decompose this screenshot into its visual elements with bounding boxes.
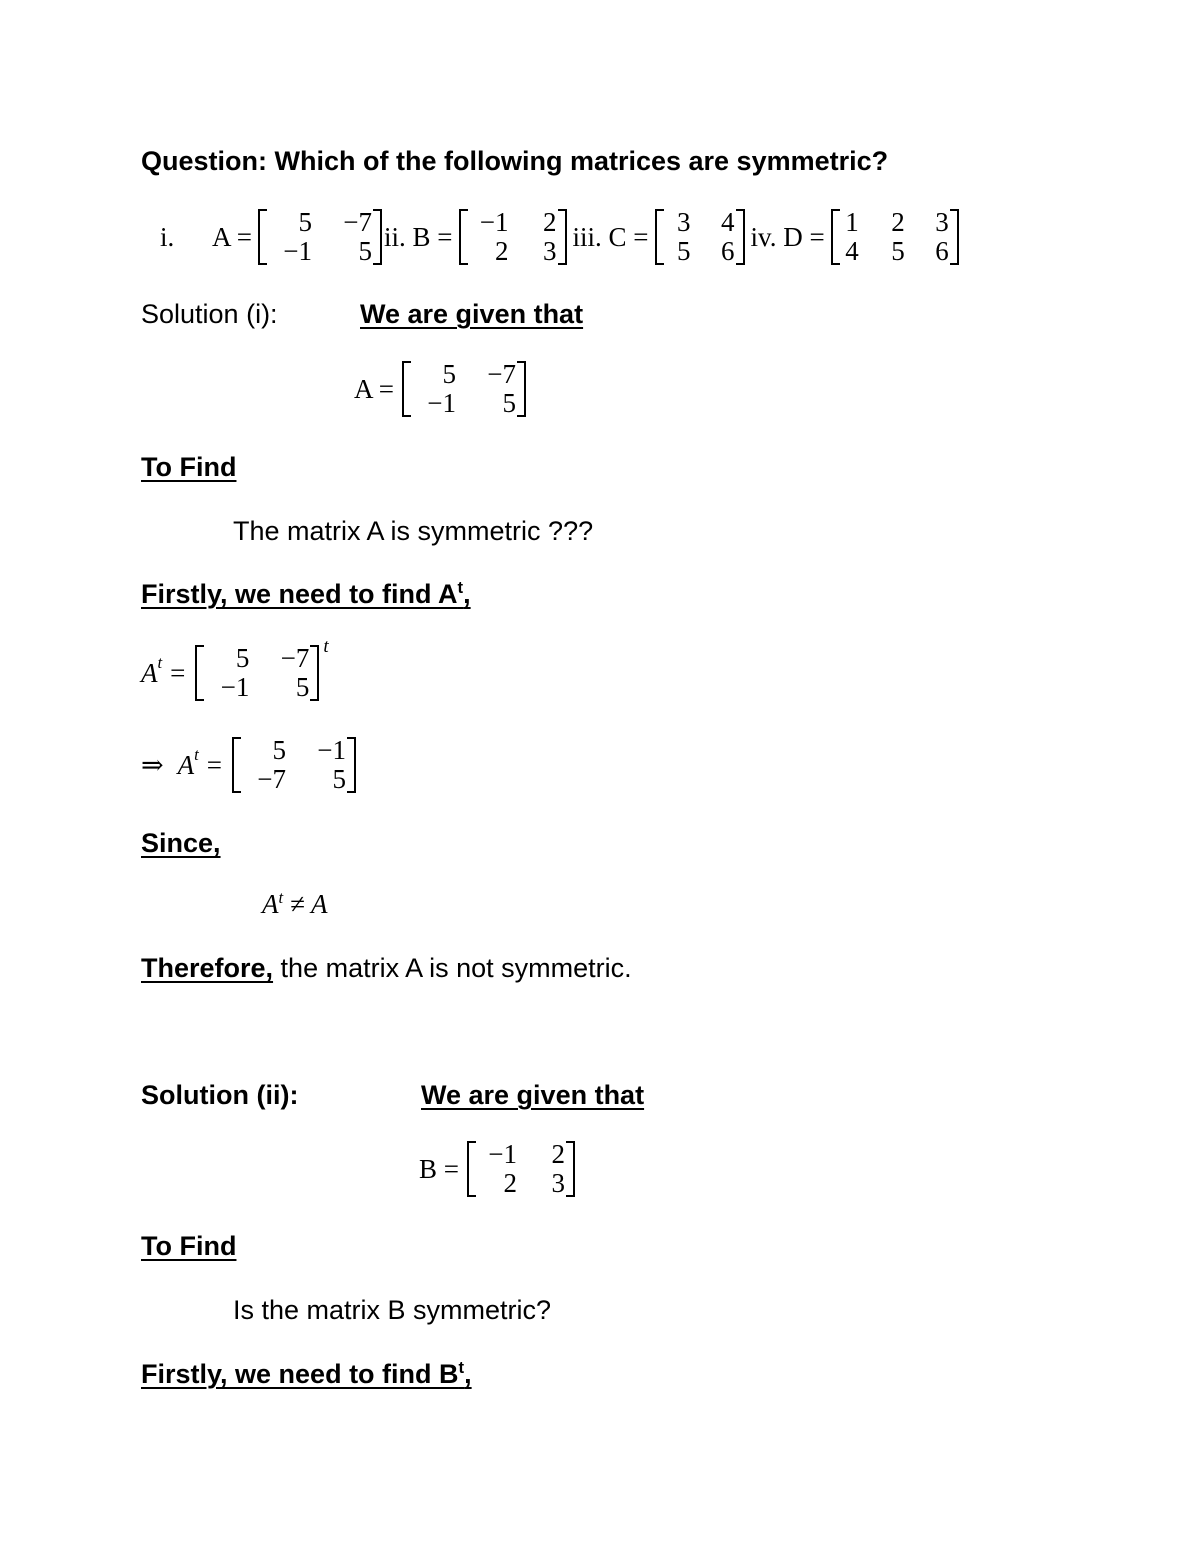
matrix-cell: 2 bbox=[891, 207, 905, 237]
matrix-d bbox=[831, 208, 959, 266]
solution-ii-label: Solution (ii): bbox=[141, 1080, 299, 1110]
matrix-cell: 2 bbox=[543, 207, 557, 237]
firstly-comma: , bbox=[463, 579, 471, 609]
firstly-heading bbox=[141, 578, 471, 610]
transpose-sup: t bbox=[157, 653, 163, 672]
matrix-cell: 5 bbox=[358, 236, 372, 266]
matrix-a bbox=[402, 360, 526, 418]
matrix-cell: 5 bbox=[332, 764, 347, 794]
firstly-comma: , bbox=[464, 1359, 472, 1389]
firstly-text: Firstly, we need to find A bbox=[141, 579, 458, 609]
matrix-cell: 6 bbox=[935, 236, 949, 266]
option-i-label: i. bbox=[160, 221, 175, 252]
matrix-cell: 3 bbox=[543, 236, 557, 266]
equals-sign: = bbox=[206, 749, 223, 780]
equals-sign: = bbox=[170, 657, 186, 688]
matrix-cell: −1 bbox=[220, 672, 250, 702]
matrix-a-transpose bbox=[232, 736, 356, 794]
not-equal-rhs: ≠ A bbox=[289, 889, 328, 919]
transpose-result bbox=[141, 736, 358, 794]
transpose-lhs: A bbox=[262, 889, 279, 919]
not-equal-statement bbox=[262, 888, 327, 920]
matrix-cell: 2 bbox=[495, 236, 509, 266]
solution-i-given-matrix bbox=[354, 360, 528, 418]
solution-i-given-heading: We are given that bbox=[360, 299, 584, 329]
solution-i-label: Solution (i): bbox=[141, 299, 278, 329]
conclusion-line bbox=[141, 953, 632, 984]
matrix-cell: 4 bbox=[845, 236, 859, 266]
matrix-cell: −1 bbox=[488, 1139, 517, 1169]
options-row bbox=[160, 208, 961, 266]
matrix-cell: −7 bbox=[280, 643, 310, 673]
matrix-b-lhs: ii. B = bbox=[384, 221, 453, 252]
matrix-c-lhs: iii. C = bbox=[572, 221, 649, 252]
matrix-c bbox=[655, 208, 745, 266]
implies-symbol: ⇒ bbox=[141, 749, 164, 780]
matrix-a-lhs: A = bbox=[212, 221, 252, 252]
matrix-cell: −7 bbox=[257, 764, 287, 794]
transpose-sup: t bbox=[194, 745, 199, 764]
matrix-a-lhs: A = bbox=[354, 373, 394, 404]
transpose-lhs: A bbox=[177, 749, 195, 780]
matrix-cell: 3 bbox=[935, 207, 949, 237]
matrix-cell: 5 bbox=[272, 735, 287, 765]
question-title: Question: Which of the following matrices are symmetric? bbox=[141, 146, 889, 176]
to-find-heading: To Find bbox=[141, 452, 237, 482]
firstly-heading-ii bbox=[141, 1358, 472, 1390]
matrix-cell: 5 bbox=[677, 236, 691, 266]
matrix-cell: −1 bbox=[427, 388, 456, 418]
to-find-heading-ii: To Find bbox=[141, 1231, 237, 1261]
matrix-a bbox=[195, 644, 319, 702]
matrix-cell: −1 bbox=[317, 735, 347, 765]
transpose-lhs: A bbox=[141, 657, 158, 688]
matrix-d-lhs: iv. D = bbox=[750, 221, 825, 252]
firstly-text: Firstly, we need to find B bbox=[141, 1359, 459, 1389]
matrix-cell: 6 bbox=[721, 236, 735, 266]
matrix-cell: 2 bbox=[503, 1168, 517, 1198]
transpose-sup: t bbox=[278, 888, 284, 907]
matrix-cell: 2 bbox=[551, 1139, 565, 1169]
matrix-cell: 5 bbox=[235, 643, 250, 673]
matrix-cell: 4 bbox=[721, 207, 735, 237]
transpose-superscript: t bbox=[323, 636, 329, 657]
matrix-a bbox=[258, 208, 382, 266]
transpose-sup: t bbox=[457, 578, 464, 597]
matrix-cell: −1 bbox=[283, 236, 312, 266]
solution-ii-given-matrix bbox=[419, 1140, 577, 1198]
matrix-cell: −7 bbox=[343, 207, 372, 237]
matrix-cell: 5 bbox=[891, 236, 905, 266]
matrix-cell: −7 bbox=[487, 359, 516, 389]
therefore-label: Therefore, bbox=[141, 953, 274, 983]
matrix-cell: 5 bbox=[295, 672, 310, 702]
matrix-cell: 1 bbox=[845, 207, 859, 237]
matrix-b bbox=[467, 1140, 575, 1198]
matrix-cell: 3 bbox=[551, 1168, 565, 1198]
to-find-text: The matrix A is symmetric ??? bbox=[233, 516, 594, 546]
to-find-text-ii: Is the matrix B symmetric? bbox=[233, 1295, 552, 1325]
conclusion-text: the matrix A is not symmetric. bbox=[273, 953, 632, 983]
matrix-b bbox=[459, 208, 567, 266]
matrix-b-lhs: B = bbox=[419, 1153, 459, 1184]
matrix-cell: 5 bbox=[298, 207, 312, 237]
transpose-sup: t bbox=[458, 1358, 465, 1377]
matrix-cell: 5 bbox=[442, 359, 456, 389]
matrix-cell: 3 bbox=[677, 207, 691, 237]
transpose-equation bbox=[141, 636, 329, 702]
solution-ii-given-heading: We are given that bbox=[421, 1080, 645, 1110]
matrix-cell: −1 bbox=[479, 207, 509, 237]
matrix-cell: 5 bbox=[502, 388, 516, 418]
since-heading: Since, bbox=[141, 828, 221, 858]
